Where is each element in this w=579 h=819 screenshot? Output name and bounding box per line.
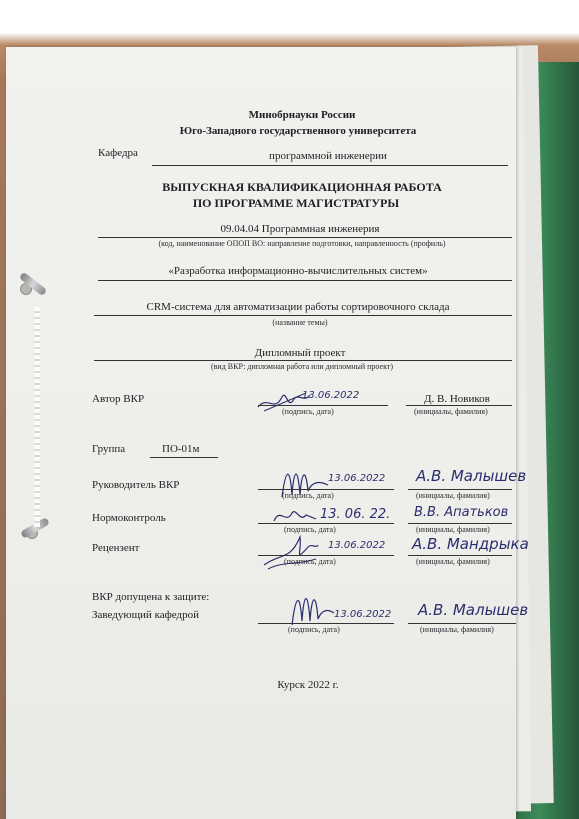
supervisor-sign-line: [258, 489, 394, 490]
author-sign-hint: (подпись, дата): [282, 407, 334, 416]
supervisor-name: А.В. Малышев: [416, 467, 527, 485]
work-title-line1: ВЫПУСКНАЯ КВАЛИФИКАЦИОННАЯ РАБОТА: [162, 180, 442, 194]
profile-underline: [98, 280, 512, 281]
reviewer-name: А.В. Мандрыка: [412, 535, 529, 553]
admission-label: ВКР допущена к защите:: [92, 591, 210, 603]
supervisor-name-line: [408, 489, 512, 490]
title-page: [6, 47, 529, 819]
reviewer-sign-line: [258, 555, 394, 556]
normcontrol-name-line: [408, 523, 512, 524]
work-type-hint: (вид ВКР: дипломная работа или дипломный проект): [210, 362, 394, 371]
group-label: Группа: [92, 443, 126, 455]
binding-thread: [34, 307, 40, 527]
reviewer-name-hint: (инициалы, фамилия): [416, 557, 490, 566]
admission-role: Заведующий кафедрой: [92, 609, 199, 621]
author-date: 13.06.2022: [302, 390, 360, 401]
reviewer-label: Рецензент: [92, 542, 140, 554]
normcontrol-date: 13. 06. 22.: [320, 507, 391, 522]
topic-underline: [94, 315, 512, 316]
normcontrol-sign-line: [258, 523, 394, 524]
author-sign-line: [258, 405, 388, 406]
department-label: Кафедра: [98, 147, 138, 159]
department-name: программной инженерии: [269, 150, 387, 162]
normcontrol-label: Нормоконтроль: [92, 512, 166, 524]
supervisor-name-hint: (инициалы, фамилия): [416, 491, 490, 500]
program-profile: «Разработка информационно-вычислительных систем»: [168, 265, 428, 277]
head-name-hint: (инициалы, фамилия): [420, 625, 494, 634]
head-name: А.В. Малышев: [418, 601, 529, 619]
head-sign-hint: (подпись, дата): [288, 625, 340, 634]
program-code: 09.04.04 Программная инженерия: [220, 223, 380, 235]
city-year: Курск 2022 г.: [277, 679, 339, 691]
head-sign-line: [258, 623, 394, 624]
normcontrol-sign-hint: (подпись, дата): [284, 525, 336, 534]
supervisor-label: Руководитель ВКР: [92, 479, 180, 491]
reviewer-sign-hint: (подпись, дата): [284, 557, 336, 566]
program-underline: [98, 237, 512, 238]
supervisor-date: 13.06.2022: [328, 473, 386, 484]
topic-hint: (название темы): [272, 318, 328, 327]
normcontrol-name: В.В. Апатьков: [414, 505, 509, 520]
work-type-underline: [94, 360, 512, 361]
department-underline: [152, 165, 508, 166]
group-underline: [150, 457, 218, 458]
normcontrol-name-hint: (инициалы, фамилия): [416, 525, 490, 534]
work-title-line2: ПО ПРОГРАММЕ МАГИСТРАТУРЫ: [192, 196, 400, 210]
head-name-line: [408, 623, 516, 624]
program-hint: (код, наименование ОПОП ВО: направление подготовки, направленность (профиль): [158, 239, 446, 248]
head-date: 13.06.2022: [334, 609, 392, 620]
topic-text: CRM-система для автоматизации работы сортировочного склада: [146, 301, 450, 313]
author-name: Д. В. Новиков: [424, 393, 490, 405]
reviewer-name-line: [408, 555, 512, 556]
supervisor-sign-hint: (подпись, дата): [282, 491, 334, 500]
group-value: ПО-01м: [162, 443, 200, 455]
author-name-line: [406, 405, 512, 406]
work-type-text: Дипломный проект: [254, 347, 346, 359]
university-name: Юго-Западного государственного университета: [179, 125, 417, 137]
author-name-hint: (инициалы, фамилия): [414, 407, 488, 416]
author-label: Автор ВКР: [92, 393, 145, 405]
ministry-name: Минобрнауки России: [248, 109, 356, 121]
reviewer-date: 13.06.2022: [328, 540, 386, 551]
